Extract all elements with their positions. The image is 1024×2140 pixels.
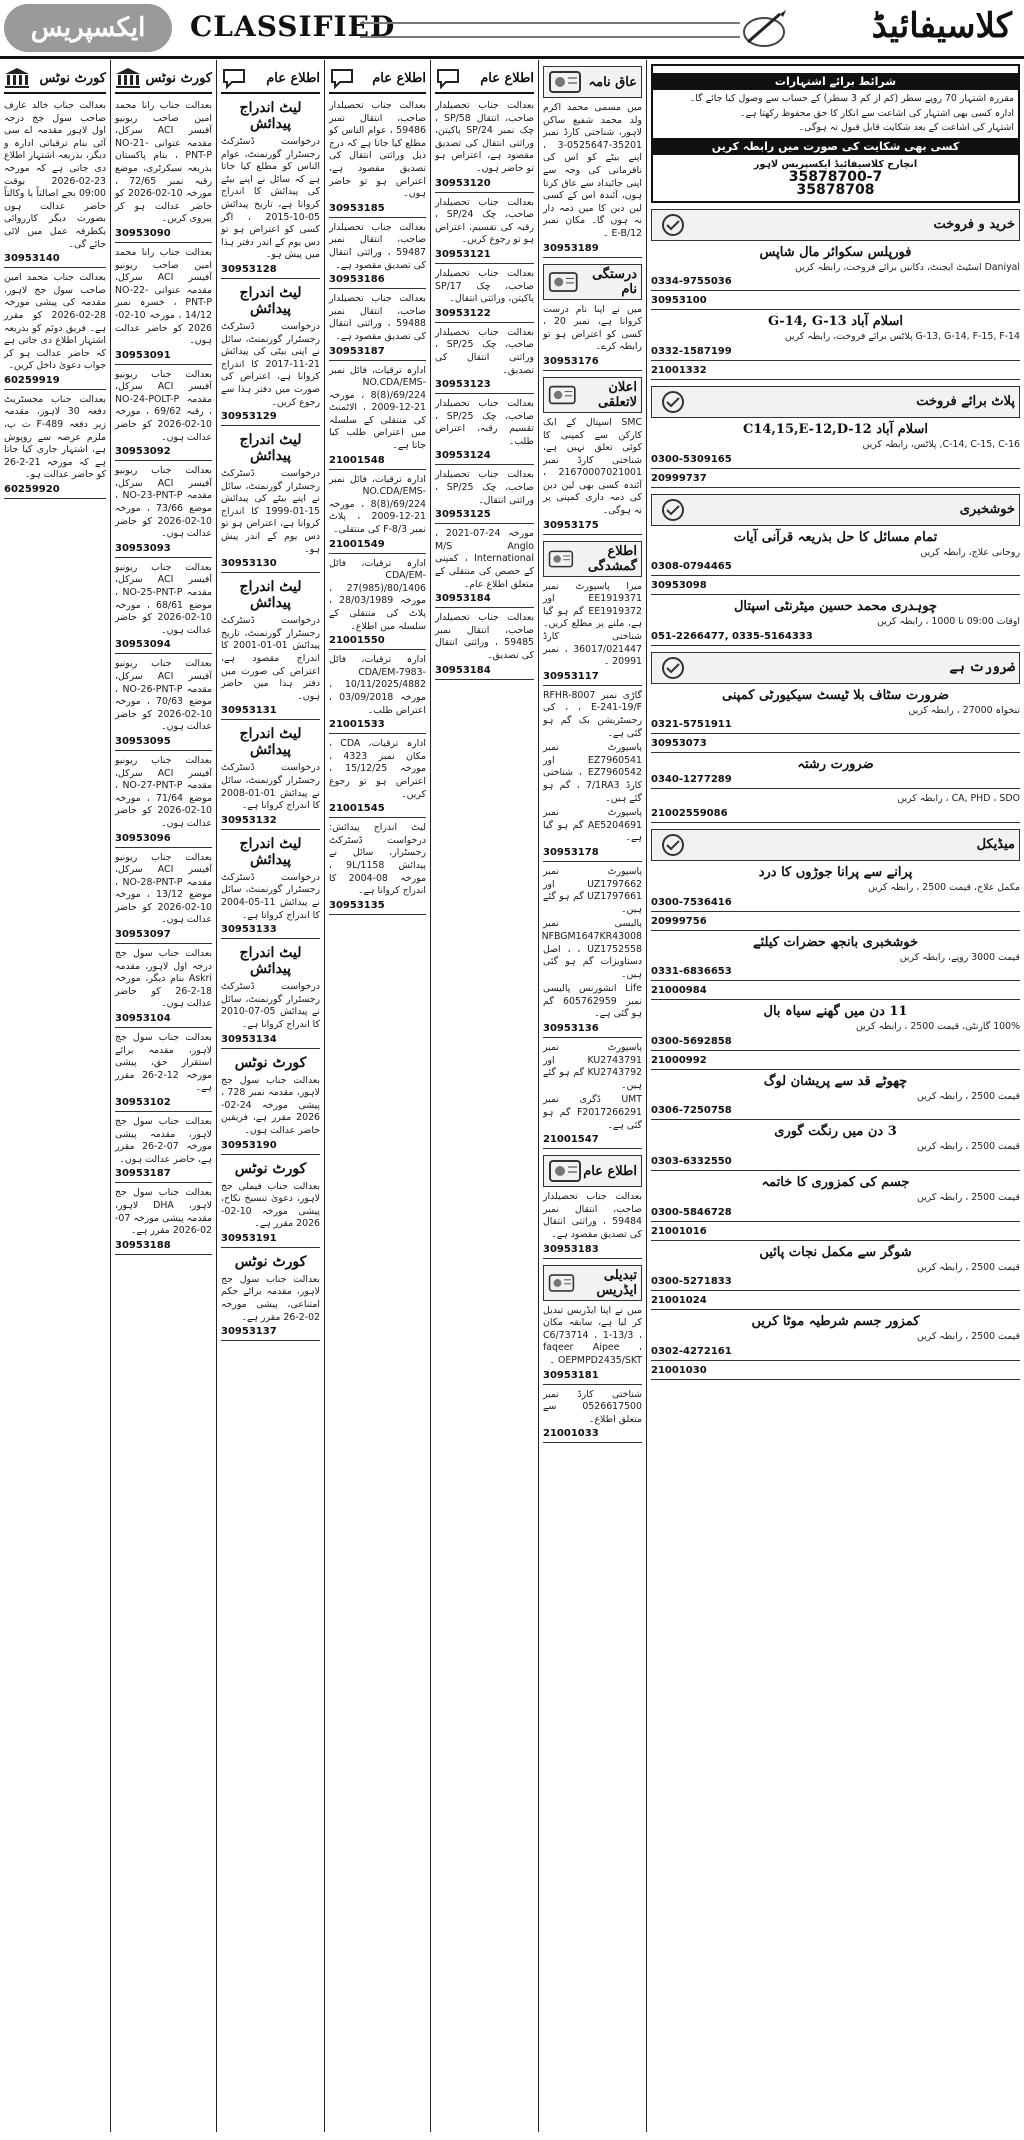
notice-title: لیٹ اندراج پیدائش (239, 284, 302, 317)
section-illustration-icon (548, 69, 582, 95)
notice-text: میں مسمی محمد اکرم ولد محمد شفیع ساکن لاہور، شناختی کارڈ نمبر 35201-0525647-3 ، اپنے بیٹے کو اس کی نافرمانی کی وجہ سے اپنی جائیداد سے عاق کرتا ہوں، آئندہ اس کے کسی لین دین کا میں ذمہ دار نہ ہوں گا۔ مکان نمبر 12/E-B ۔ (543, 102, 642, 239)
notice-ref-number: 30953133 (221, 924, 320, 939)
ad-phone: 0334-9755036 (651, 276, 1020, 291)
ad-text: CA, PHD ، SDO ، رابطہ کریں (897, 793, 1020, 805)
contact-phone: 35878700-7 (788, 168, 883, 185)
notice-text: درخواست ڈسٹرکٹ رجسٹرار گورنمنٹ، سائل نے پیدائش 11-05-2004 کا اندراج کروانا ہے۔ (221, 871, 320, 921)
ad-phone: 051-2266477, 0335-5164333 (651, 631, 1020, 646)
ad-phone: 21000992 (651, 1055, 1020, 1070)
section-header-label: اطلاع گمشدگی (587, 543, 637, 574)
contact-fax: 35878708 (796, 181, 875, 198)
notice-text: بعدالت جناب محمد امین صاحب سول جج لاہور، مقدمہ کی پیشی مورخہ 28-02-2026 کو مقرر ہے۔ فریق دوئم کو بذریعہ اشتہار اطلاع دی جاتی ہے کہ حاضر عدالت ہو کر جواب دعویٰ داخل کریں۔ (4, 272, 106, 372)
ad-phone: 21001332 (651, 365, 1020, 380)
notice-text: ادارہ ترقیات، فائل نمبر NO.CDA/EMS-8(8)/69/224 ، مورخہ 21-12-2009 ، پلاٹ نمبر F-8/3 کی منتقلی۔ (329, 473, 426, 536)
ad-phone: 0300-7536416 (651, 897, 1020, 912)
ad-phone: 0321-5751911 (651, 719, 1020, 734)
ad-category-header (651, 209, 1020, 241)
column-header-label: اطلاع عام (480, 70, 534, 86)
ad-title: چوہدری محمد حسین میٹرنٹی اسپتال (733, 599, 937, 615)
ad-category-label: خرید و فروخت (933, 217, 1015, 233)
notice-ref-number: 30953135 (329, 900, 426, 915)
notice-ref-number: 30953184 (435, 665, 534, 680)
notice-ref-number: 30953136 (543, 1023, 642, 1038)
column-public-notice-3 (430, 60, 538, 2132)
notice-ref-number: 30953190 (221, 1140, 320, 1155)
ad-phone: 20999756 (651, 916, 1020, 931)
notice-text: بعدالت جناب تحصیلدار صاحب، چک 25/SP ، وراثتی انتقال کی تصدیق۔ (435, 326, 534, 376)
notice-text: ادارہ ترقیات، فائل نمبر NO.CDA/EMS-8(8)/69/224 ، مورخہ 21-12-2009 ، الاٹمنٹ کی منتقلی کے سلسلہ میں اعتراض طلب کیا جاتا ہے۔ (329, 364, 426, 452)
ad-phone: 0300-5846728 (651, 1207, 1020, 1222)
ad-text: روحانی علاج، رابطہ کریں (920, 546, 1020, 558)
notice-text: درخواست ڈسٹرکٹ رجسٹرار گورنمنٹ، عوام الناس کو مطلع کیا جاتا ہے کہ سائل نے اپنے بیٹے کی پیدائش کا اندراج کروانا ہے، تاریخ پیدائش 05-10-2015 ، اگر کسی کو اعتراض ہو تو دس یوم کے اندر دفتر ہذا میں پیش ہو۔ (221, 136, 320, 261)
notice-ref-number: 30953095 (115, 736, 212, 751)
notice-ref-number: 30953176 (543, 356, 642, 371)
notice-text: بعدالت جناب تحصیلدار صاحب، چک 25/SP ، تقسیم رقبہ، اعتراض طلب۔ (435, 398, 534, 447)
notice-text: بعدالت جناب ریونیو آفیسر ACI سرکل، مقدمہ NO-23-PNT-P ، موضع 73/66 ، مورخہ 10-02-2026 کو حاضر عدالت ہوں۔ (115, 465, 212, 540)
category-illustration-icon (656, 389, 690, 415)
category-illustration-icon (656, 832, 690, 858)
column-court-notice-2 (110, 60, 216, 2132)
notice-title: لیٹ اندراج پیدائش (239, 945, 302, 978)
terms-list (657, 93, 1014, 135)
notice-title: کورٹ نوٹس (234, 1054, 307, 1071)
ads-list (651, 209, 1020, 1380)
notice-section-header (543, 264, 642, 300)
notice-ref-number: 30953183 (543, 1244, 642, 1259)
ad-text: G-13, G-14, F-15, F-14 پلاٹس برائے فروخت، رابطہ کریں (784, 331, 1020, 343)
notice-text: بعدالت جناب ریونیو آفیسر ACI سرکل، مقدمہ NO-28-PNT-P ، موضع 13/12 ، مورخہ 10-02-2026 کو حاضر عدالت ہوں۔ (115, 851, 212, 926)
notice-text: پاسپورٹ نمبر KU2743791 اور KU2743792 گم ہو گئے ہیں۔ (543, 1042, 642, 1091)
notice-ref-number: 21001548 (329, 455, 426, 470)
notice-text: درخواست ڈسٹرکٹ رجسٹرار گورنمنٹ، سائل نے اپنے بیٹے کی پیدائش 15-01-1999 کا اندراج کروانا ہے، اعتراض ہو تو دس یوم کے اندر پیش ہو۔ (221, 468, 320, 555)
ad-phone: 21001016 (651, 1226, 1020, 1241)
ad-title: اسلام آباد C14,15,E-12,D-12 (742, 421, 929, 437)
column-header-label: اطلاع عام (266, 70, 320, 86)
notice-text: بعدالت جناب ریونیو آفیسر ACI سرکل، مقدمہ NO-26-PNT-P ، موضع 70/63 ، مورخہ 10-02-2026 کو حاضر عدالت ہوں۔ (115, 658, 212, 733)
section-illustration-icon (548, 546, 574, 572)
notice-ref-number: 30953130 (221, 558, 320, 573)
column-header-label: اطلاع عام (372, 70, 426, 86)
ad-text: مکمل علاج، قیمت 2500 ، رابطہ کریں (867, 881, 1020, 893)
notice-title: لیٹ اندراج پیدائش (239, 579, 302, 612)
notice-text: بعدالت جناب تحصیلدار صاحب، انتقال نمبر 59485 ، وراثتی انتقال کی تصدیق۔ (435, 612, 534, 661)
masthead (0, 0, 1024, 59)
column-public-notice-2 (324, 60, 430, 2132)
section-illustration-icon (548, 1270, 575, 1296)
column-header-label: کورٹ نوٹس (145, 70, 212, 86)
notice-ref-number: 30953120 (435, 178, 534, 193)
notice-ref-number: 30953090 (115, 228, 212, 243)
speech-bubble-icon (435, 67, 461, 89)
notice-ref-number: 30953123 (435, 379, 534, 394)
notice-section-header (543, 377, 642, 413)
notice-text: ادارہ ترقیات، CDA ، مکان نمبر 4323 ، مورخہ 15/12/25 ، اعتراض ہو تو رجوع کریں۔ (329, 738, 426, 800)
notice-text: بعدالت جناب تحصیلدار صاحب، انتقال نمبر 59488 ، وراثتی انتقال کی تصدیق مقصود ہے۔ (329, 293, 426, 342)
notice-ref-number: 30953134 (221, 1034, 320, 1049)
notice-ref-number: 21001547 (543, 1134, 642, 1149)
notice-title: کورٹ نوٹس (234, 1160, 307, 1177)
notice-text: بعدالت جناب رانا محمد امین صاحب ریونیو آفیسر ACI سرکل، مقدمہ عنوانی NO-22-PNT-P ، خسرہ نمبر 14/12 ، مورخہ 10-02-2026 کو حاضر عدالت ہوں۔ (115, 246, 212, 347)
notice-text: SMC اسپتال کے ایک کارکن سے کمپنی کا کوئی تعلق نہیں ہے، شناختی کارڈ نمبر 21670007021001 ، آئندہ کسی بھی لین دین کی ذمہ داری کمپنی پر نہ ہوگی۔ (543, 416, 642, 517)
ad-phone: 0300-5271833 (651, 1276, 1020, 1291)
section-header-label: اعلان لاتعلقی (597, 379, 637, 410)
ad-text: 100% گارنٹی، قیمت 2500 ، رابطہ کریں (856, 1021, 1020, 1033)
notice-text: بعدالت جناب تحصیلدار صاحب، انتقال نمبر 59486 ، عوام الناس کو مطلع کیا جاتا ہے کہ درج ذیل وراثتی انتقال کی تصدیق مقصود ہے، اعتراض ہو تو حاضر ہوں۔ (329, 100, 426, 200)
notice-text: بعدالت جناب ریونیو آفیسر ACI سرکل، مقدمہ NO-25-PNT-P ، موضع 68/61 ، مورخہ 10-02-2026 کو حاضر عدالت ہوں۔ (115, 561, 212, 636)
ad-phone: 0340-1277289 (651, 774, 1020, 789)
section-title-urdu: کلاسیفائیڈ (871, 6, 1012, 46)
notice-text: بعدالت جناب تحصیلدار صاحب، انتقال 58/SP ، چک نمبر 24/SP پاکپتن، وراثتی انتقال کی تصدیق مقصود ہے، اعتراض ہو تو حاضر ہوں۔ (435, 100, 534, 174)
ad-phone: 30953073 (651, 738, 1020, 753)
notice-ref-number: 60259919 (4, 375, 106, 390)
notice-title: لیٹ اندراج پیدائش (239, 835, 302, 868)
section-header-label: تبدیلی ایڈریس (596, 1267, 637, 1298)
column-court-notice-1 (0, 60, 110, 2132)
ad-category-header (651, 829, 1020, 861)
section-title-english: CLASSIFIED (190, 10, 396, 43)
notice-text: بعدالت جناب فیملی جج لاہور، دعویٰ تنسیخ نکاح، پیشی مورخہ 10-02-2026 مقرر ہے۔ (221, 1180, 320, 1230)
ad-phone: 30953100 (651, 295, 1020, 310)
ad-phone: 21000984 (651, 985, 1020, 1000)
ad-title: شوگر سے مکمل نجات پائیں (759, 1244, 912, 1260)
notice-ref-number: 30953175 (543, 520, 642, 535)
ad-title: 11 دن میں گھنے سیاہ بال (763, 1004, 908, 1020)
notice-section-header (543, 1265, 642, 1301)
notice-text: Life انشورنس پالیسی نمبر 605762959 گم ہو گئی ہے۔ (543, 983, 643, 1020)
ad-title: خوشخبری بانجھ حضرات کیلئے (753, 934, 918, 950)
complaint-bar: کسی بھی شکایت کی صورت میں رابطہ کریں (653, 138, 1018, 155)
notice-text: درخواست ڈسٹرکٹ رجسٹرار گورنمنٹ، تاریخ پیدائش 01-01-2001 کا اندراج مقصود ہے، اعتراض کی صورت میں دفتر ہذا میں حاضر ہوں۔ (221, 615, 320, 702)
column-personal-notices (538, 60, 646, 2132)
notice-text: بعدالت جناب تحصیلدار صاحب، چک 17/SP پاکپتن، وراثتی انتقال۔ (435, 267, 534, 305)
notice-ref-number: 30953128 (221, 264, 320, 279)
notice-text: درخواست ڈسٹرکٹ رجسٹرار گورنمنٹ، سائل نے پیدائش 05-07-2010 کا اندراج کروانا ہے۔ (221, 981, 320, 1030)
notice-ref-number: 21001533 (329, 719, 426, 734)
notice-ref-number: 30953186 (329, 274, 426, 289)
ad-phone: 0332-1587199 (651, 346, 1020, 361)
ad-phone: 20999737 (651, 473, 1020, 488)
notice-ref-number: 30953191 (221, 1233, 320, 1248)
court-building-icon (4, 67, 30, 89)
notice-ref-number: 30953096 (115, 833, 212, 848)
ad-phone: 0306-7250758 (651, 1105, 1020, 1120)
notice-title: لیٹ اندراج پیدائش (239, 432, 302, 465)
notice-text: میں نے اپنا ایڈریس تبدیل کر لیا ہے، سابقہ مکان C6/73714 ، 1-13/3 ، faqeer Aipee ، OEPMPD2435/SKT ۔ (543, 1304, 642, 1366)
notice-text: ادارہ ترقیات، فائل CDA/EM-7983-10/11/2025/4882 ، مورخہ 03/09/2018 ، اعتراض طلب۔ (329, 654, 426, 716)
ad-phone: 0308-0794465 (651, 561, 1020, 576)
contact-label: انچارج کلاسیفائیڈ ایکسپریس لاہور (753, 158, 918, 170)
court-building-icon (115, 67, 141, 89)
ad-title: اسلام آباد G-14, G-13 (767, 314, 904, 330)
notice-title: لیٹ اندراج پیدائش (239, 100, 302, 132)
speech-bubble-icon (329, 67, 355, 89)
ad-text: قیمت 2500 ، رابطہ کریں (916, 1191, 1020, 1203)
ad-title: جسم کی کمزوری کا خاتمہ (761, 1174, 910, 1190)
ad-phone: 0300-5309165 (651, 454, 1020, 469)
notice-ref-number: 30953187 (329, 346, 426, 361)
terms-item: اشتہار کی اشاعت کے بعد شکایت قابل قبول نہ ہوگی۔ (798, 122, 1014, 134)
category-illustration-icon (656, 212, 690, 238)
notice-text: بعدالت جناب تحصیلدار صاحب، چک 25/SP ، وراثتی انتقال۔ (435, 469, 534, 506)
section-illustration-icon (548, 382, 576, 408)
ad-category-label: میڈیکل (976, 837, 1015, 853)
notice-ref-number: 30953181 (543, 1370, 642, 1385)
notice-text: بعدالت جناب تحصیلدار صاحب، انتقال نمبر 59487 ، وراثتی انتقال کی تصدیق مقصود ہے۔ (329, 221, 426, 271)
section-header-label: درستگی نام (592, 266, 637, 297)
notice-text: پالیسی نمبر NFBGM1647KR43008 ، UZ1752558 ، اصل دستاویزات گم ہو گئی ہیں۔ (541, 918, 642, 980)
speech-bubble-icon (221, 67, 247, 89)
ad-phone: 21001024 (651, 1295, 1020, 1310)
notice-ref-number: 30953092 (115, 446, 212, 461)
ad-text: Daniyal اسٹیٹ ایجنٹ، دکانیں برائے فروخت، رابطہ کریں (794, 261, 1020, 273)
notice-text: درخواست ڈسٹرکٹ رجسٹرار گورنمنٹ، سائل نے پیدائش 01-01-2008 کا اندراج کروانا ہے۔ (221, 762, 320, 812)
notice-text: مورخہ 24-07-2021 ، M/S Anglo International ، کمپنی کے حصص کی منتقلی کے متعلق اطلاع عام۔ (435, 528, 534, 590)
notice-ref-number: 30953184 (435, 593, 534, 608)
terms-title: شرائط برائے اشتہارات (653, 73, 1018, 90)
column-header-label: کورٹ نوٹس (39, 70, 106, 86)
ad-category-header (651, 386, 1020, 418)
column-header (221, 64, 320, 94)
ad-phone: 0303-6332550 (651, 1156, 1020, 1171)
notice-text: بعدالت جناب ریونیو آفیسر ACI سرکل، مقدمہ NO-27-PNT-P ، موضع 71/64 ، مورخہ 10-02-2026 کو حاضر عدالت ہوں۔ (115, 754, 212, 829)
notice-text: بعدالت جناب مجسٹریٹ دفعہ 30 لاہور، مقدمہ زیر دفعہ 489-F ت پ، ملزم عرصہ سے روپوش ہے، اشتہار جاری کیا جاتا ہے کہ مورخہ 21-2-26 کو حاضر عدالت ہو۔ (4, 393, 106, 481)
notice-text: بعدالت جناب سول جج درجہ اول لاہور، مقدمہ Askri بنام دیگر، مورخہ 18-2-26 کو حاضر عدالت ہوں۔ (115, 948, 212, 1010)
ad-title: چھوٹے قد سے پریشان لوگ (763, 1073, 908, 1089)
ad-phone: 0331-6836653 (651, 966, 1020, 981)
notice-ref-number: 60259920 (4, 484, 106, 499)
notice-text: شناختی کارڈ نمبر 0526617500 سے متعلق اطلاع۔ (543, 1388, 642, 1425)
notice-text: بعدالت جناب سول جج لاہور، مقدمہ برائے حکم امتناعی، پیشی مورخہ 02-2-26 مقرر ہے۔ (221, 1273, 320, 1323)
ad-text: تنخواہ 27000 ، رابطہ کریں (908, 704, 1020, 716)
ad-title: فورپلس سکوائر مال شاپس (759, 244, 912, 260)
notice-ref-number: 30953188 (115, 1240, 212, 1255)
notice-text: بعدالت جناب ریونیو آفیسر ACI سرکل، مقدمہ NO-24-POLT-P ، رقبہ 69/62 ، مورخہ 10-02-2026 کو حاضر عدالت ہوں۔ (115, 368, 212, 443)
notice-text: بعدالت جناب سول جج لاہور، DHA لاہور، مقدمہ پیشی مورخہ 07-02-2026 مقرر ہے۔ (115, 1187, 212, 1237)
ad-title: ضرورت سٹاف بلا ٹیسٹ سیکیورٹی کمپنی (722, 687, 949, 703)
section-header-label: عاق نامہ (588, 74, 637, 90)
category-illustration-icon (656, 497, 690, 523)
section-illustration-icon (548, 1158, 582, 1184)
pen-ornament-icon (740, 6, 788, 50)
notice-ref-number: 21001545 (329, 803, 426, 818)
notice-ref-number: 30953129 (221, 411, 320, 426)
ad-text: قیمت 2500 ، رابطہ کریں (916, 1261, 1020, 1273)
notice-ref-number: 21001549 (329, 539, 426, 554)
category-illustration-icon (656, 655, 690, 681)
notice-section-header (543, 1155, 642, 1187)
notice-ref-number: 30953131 (221, 705, 320, 720)
ad-text: قیمت 2500 ، رابطہ کریں (916, 1331, 1020, 1343)
ad-category-label: ضرورت ہے (949, 660, 1015, 676)
ad-title: کمزور جسم شرطیہ موٹا کریں (751, 1314, 920, 1330)
ad-text: قیمت 2500 ، رابطہ کریں (916, 1141, 1020, 1153)
ad-text: اوقات 09:00 تا 1000 ، رابطہ کریں (877, 616, 1020, 628)
notice-text: درخواست ڈسٹرکٹ رجسٹرار گورنمنٹ، سائل نے اپنی بیٹی کی پیدائش 21-11-2017 کا اندراج کروانا ہے، اعتراض کی صورت میں دفتر ہذا سے رجوع کریں۔ (221, 320, 320, 408)
notice-ref-number: 30953189 (543, 243, 642, 258)
notice-text: ادارہ ترقیات، فائل CDA/EM-27(985)/80/1406 ، مورخہ 28/03/1989 ، پلاٹ کی منتقلی کے سلسلہ میں اطلاع۔ (329, 557, 426, 632)
ad-category-label: پلاٹ برائے فروخت (916, 394, 1015, 410)
ad-title: ضرورت رشتہ (797, 757, 874, 773)
notice-ref-number: 30953187 (115, 1168, 212, 1183)
section-illustration-icon (548, 269, 579, 295)
ad-category-header (651, 494, 1020, 526)
notice-ref-number: 30953093 (115, 543, 212, 558)
ad-phone: 21001030 (651, 1365, 1020, 1380)
notice-ref-number: 30953122 (435, 308, 534, 323)
masthead-divider (360, 22, 740, 38)
notice-text: بعدالت جناب سول جج لاہور، مقدمہ نمبر 728 ، پیشی مورخہ 24-02-2026 مقرر ہے، فریقین حاضر عدالت ہوں۔ (221, 1074, 320, 1136)
notice-ref-number: 30953178 (543, 847, 642, 862)
newspaper-logo: ایکسپریس (4, 4, 172, 52)
ad-title: تمام مسائل کا حل بذریعہ قرآنی آیات (733, 529, 938, 545)
notice-ref-number: 21001033 (543, 1428, 642, 1443)
notice-text: بعدالت جناب سول جج لاہور، مقدمہ پیشی مورخہ 07-2-26 مقرر ہے، حاضر عدالت ہوں۔ (115, 1116, 212, 1165)
ad-category-header (651, 652, 1020, 684)
notice-ref-number: 30953102 (115, 1097, 212, 1112)
ad-text: قیمت 2500 ، رابطہ کریں (916, 1090, 1020, 1102)
ad-phone: 0300-5692858 (651, 1036, 1020, 1051)
notice-title: لیٹ اندراج پیدائش (239, 726, 302, 759)
notice-ref-number: 30953121 (435, 249, 534, 264)
terms-item: ادارہ کسی بھی اشتہار کی اشاعت سے انکار کا حق محفوظ رکھتا ہے۔ (740, 107, 1014, 119)
section-header-label: اطلاع عام (583, 1163, 637, 1179)
notice-section-header (543, 66, 642, 98)
notice-text: لیٹ اندراج پیدائش: درخواست ڈسٹرکٹ رجسٹرار، سائل نے پیدائش 9L/1158 ، مورخہ 08-2004 کا اندراج کروانا ہے۔ (329, 822, 426, 897)
ad-title: 3 دن میں رنگت گوری (774, 1124, 897, 1140)
ad-phone: 21002559086 (651, 808, 1020, 823)
notice-ref-number: 30953140 (4, 253, 106, 268)
notice-text: بعدالت جناب رانا محمد امین صاحب ریونیو آفیسر ACI سرکل، مقدمہ عنوانی NO-21-PNT-P ، بنام پاکستان بذریعہ سیکرٹری، موضع رقبہ نمبر 72/65 ، مورخہ 10-02-2026 کو حاضر عدالت ہو کر پیروی کریں۔ (115, 100, 212, 225)
column-terms-and-ads (646, 60, 1024, 2132)
column-public-notice-1 (216, 60, 324, 2132)
notice-ref-number: 21001550 (329, 635, 426, 650)
notice-ref-number: 30953125 (435, 509, 534, 524)
column-header (4, 64, 106, 94)
notice-text: پاسپورٹ نمبر AE5204691 گم ہو گیا ہے۔ (543, 807, 642, 844)
notice-ref-number: 30953137 (221, 1326, 320, 1341)
notice-section-header (543, 541, 642, 577)
ad-phone: 0302-4272161 (651, 1346, 1020, 1361)
notice-text: بعدالت جناب تحصیلدار صاحب، انتقال نمبر 59484 ، وراثتی انتقال کی تصدیق مقصود ہے۔ (543, 1191, 642, 1240)
notice-ref-number: 30953132 (221, 815, 320, 830)
notice-text: پاسپورٹ نمبر EZ7960541 اور EZ7960542 ، شناختی کارڈ 7/1RA3 ، گم ہو گئے ہیں۔ (543, 742, 642, 804)
terms-item: مقررہ اشتہار 70 روپے سطر (کم از کم 3 سطر) کے حساب سے وصول کیا جائے گا۔ (689, 93, 1014, 104)
column-header (435, 64, 534, 94)
notice-text: بعدالت جناب خالد عارف صاحب سول جج درجہ اول لاہور مقدمہ اے سی آئی بنام ترقیاتی ادارہ و دیگر، بذریعہ اشتہار اطلاع دی جاتی ہے کہ مورخہ 23-02-2026 بوقت 09:00 بجے اصالتاً یا وکالتاً حاضر عدالت ہوں بصورت دیگر کارروائی یکطرفہ عمل میں لائی جائے گی۔ (4, 100, 106, 250)
notice-ref-number: 30953094 (115, 639, 212, 654)
notice-ref-number: 30953097 (115, 929, 212, 944)
notice-text: گاڑی نمبر RFHR-8007 ، E-241-19/F ، کی رجسٹریشن بک گم ہو گئی ہے۔ (543, 689, 643, 739)
notice-text: پاسپورٹ نمبر UZ1797662 اور UZ1797661 گم ہو گئے ہیں۔ (543, 865, 642, 915)
terms-box (651, 64, 1020, 203)
ad-text: C-14, C-15, C-16, پلاٹس، رابطہ کریں (862, 438, 1020, 450)
column-header (329, 64, 426, 94)
column-header (115, 64, 212, 94)
notice-ref-number: 30953104 (115, 1013, 212, 1028)
notice-ref-number: 30953117 (543, 671, 642, 686)
ad-title: پرانے سے پرانا جوڑوں کا درد (758, 864, 913, 880)
notice-text: بعدالت جناب سول جج لاہور، مقدمہ برائے استقرار حق، پیشی مورخہ 12-2-26 مقرر ہے۔ (115, 1032, 212, 1094)
notice-title: کورٹ نوٹس (234, 1253, 307, 1270)
ad-category-label: خوشخبری (959, 502, 1015, 518)
notice-ref-number: 30953185 (329, 203, 426, 218)
notice-text: UMT ڈگری نمبر F2017266291 گم ہو گئی ہے۔ (543, 1094, 642, 1131)
ad-phone: 30953098 (651, 580, 1020, 595)
notice-text: میں نے اپنا نام درست کروانا ہے، نمبر 20 ، کسی کو اعتراض ہو تو رابطہ کرے۔ (543, 303, 642, 353)
notice-ref-number: 30953124 (435, 450, 534, 465)
ad-text: قیمت 3000 روپے، رابطہ کریں (899, 951, 1020, 963)
notice-ref-number: 30953091 (115, 350, 212, 365)
notice-text: بعدالت جناب تحصیلدار صاحب، چک 24/SP ، رقبہ کی تقسیم، اعتراض ہو تو رجوع کریں۔ (435, 196, 534, 246)
notice-text: میرا پاسپورٹ نمبر EE1919371 اور EE1919372 گم ہو گیا ہے، ملنے پر مطلع کریں۔ شناختی کارڈ 36017/021447 ، نمبر 20991 ۔ (543, 580, 642, 668)
